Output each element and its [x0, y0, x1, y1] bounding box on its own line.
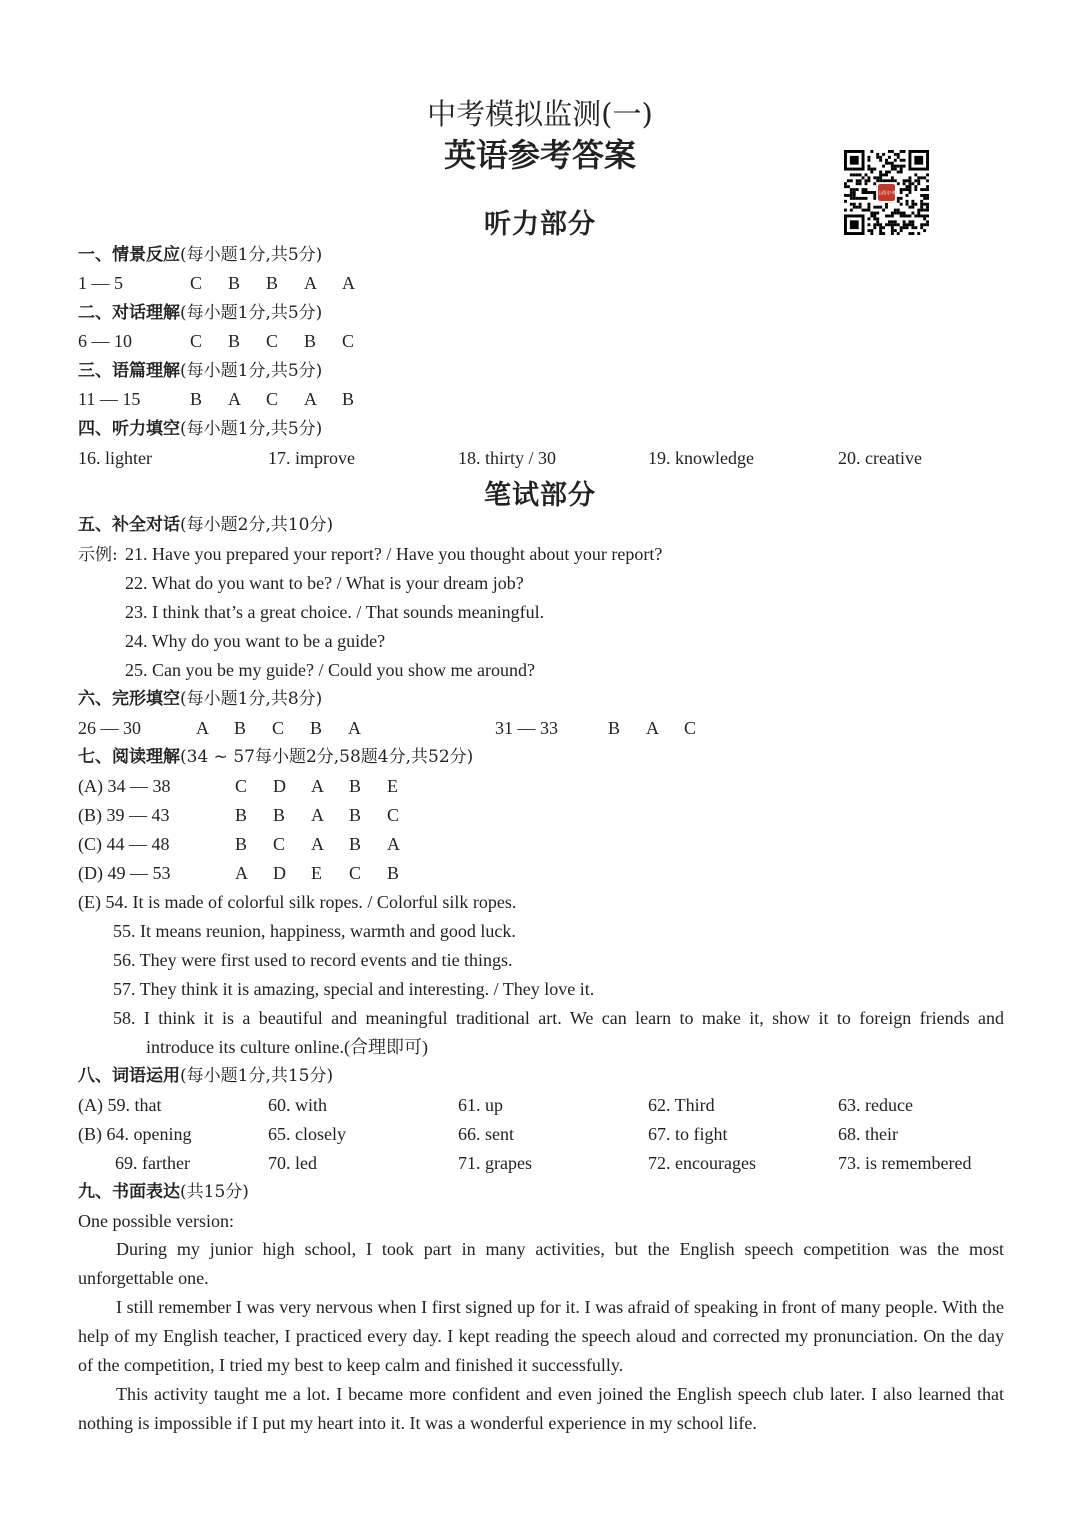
- dialogue-prefix: 示例:: [78, 545, 118, 565]
- section-heading: 八、词语运用(每小题1分,共15分): [78, 1066, 334, 1086]
- part-heading-writing: 笔试部分: [484, 480, 596, 511]
- section-heading: 一、情景反应(每小题1分,共5分): [78, 245, 323, 265]
- word-use-answer: 62. Third: [648, 1095, 715, 1115]
- answer-row: 31 — 33 B A C: [495, 718, 697, 738]
- answer-row: 26 — 30 A B C B A: [78, 718, 361, 738]
- word-use-answer: 70. led: [268, 1153, 317, 1173]
- reading-answer: 55. It means reunion, happiness, warmth and good luck.: [113, 921, 516, 941]
- fill-in-answer: 17. improve: [268, 448, 355, 468]
- dialogue-answer: 24. Why do you want to be a guide?: [125, 631, 386, 651]
- word-use-answer: 69. farther: [115, 1153, 190, 1173]
- answer-row: 11 — 15 B A C A B: [78, 389, 355, 409]
- dialogue-answer: 22. What do you want to be? / What is your dream job?: [125, 573, 524, 593]
- section-heading: 七、阅读理解(34 ~ 57每小题2分,58题4分,共52分): [78, 747, 474, 767]
- reading-answer: 58. I think it is a beautiful and meaningful traditional art. We can learn to make it, show it to foreign friends and: [113, 1008, 1004, 1028]
- dialogue-answer: 23. I think that’s a great choice. / That sounds meaningful.: [125, 602, 545, 622]
- fill-in-answer: 19. knowledge: [648, 448, 754, 468]
- section-heading: 五、补全对话(每小题2分,共10分): [78, 515, 334, 535]
- word-use-answer: 60. with: [268, 1095, 328, 1115]
- word-use-answer: 63. reduce: [838, 1095, 913, 1115]
- word-use-answer: (A) 59. that: [78, 1095, 162, 1115]
- document-subtitle: 英语参考答案: [443, 136, 636, 174]
- word-use-answer: (B) 64. opening: [78, 1124, 192, 1144]
- essay-paragraph: During my junior high school, I took part in many activities, but the English speech competition was the most unforgettable one.: [78, 1239, 1004, 1288]
- section-heading: 九、书面表达(共15分): [78, 1182, 249, 1202]
- section-heading: 四、听力填空(每小题1分,共5分): [78, 419, 323, 439]
- fill-in-answer: 18. thirty / 30: [458, 448, 556, 468]
- dialogue-answer: 25. Can you be my guide? / Could you show me around?: [125, 660, 535, 680]
- answer-row: (B) 39 — 43 B B A B C: [78, 805, 400, 825]
- reading-answer-continued: introduce its culture online.(合理即可): [146, 1037, 428, 1057]
- word-use-answer: 65. closely: [268, 1124, 346, 1144]
- reading-answer: (E) 54. It is made of colorful silk ropes. / Colorful silk ropes.: [78, 892, 517, 912]
- word-use-answer: 61. up: [458, 1095, 503, 1115]
- word-use-answer: 67. to fight: [648, 1124, 728, 1144]
- qr-badge-text: 山西中考: [877, 191, 896, 197]
- section-heading: 六、完形填空(每小题1分,共8分): [78, 689, 323, 709]
- essay-paragraph: This activity taught me a lot. I became more confident and even joined the English speech club later. I also learned that nothing is impossible if I put my heart into it. It was a wonderful experience in my school life.: [78, 1384, 1004, 1433]
- answer-row: 1 — 5 C B B A A: [78, 273, 355, 293]
- word-use-answer: 68. their: [838, 1124, 898, 1144]
- answer-row: 6 — 10 C B C B C: [78, 331, 355, 351]
- dialogue-answer: 21. Have you prepared your report? / Have you thought about your report?: [125, 544, 663, 564]
- word-use-answer: 71. grapes: [458, 1153, 532, 1173]
- answer-row: (C) 44 — 48 B C A B A: [78, 834, 400, 854]
- answer-row: (A) 34 — 38 C D A B E: [78, 776, 398, 796]
- fill-in-answer: 16. lighter: [78, 448, 152, 468]
- section-heading: 二、对话理解(每小题1分,共5分): [78, 303, 323, 323]
- reading-answer: 57. They think it is amazing, special and interesting. / They love it.: [113, 979, 595, 999]
- word-use-answer: 73. is remembered: [838, 1153, 972, 1173]
- fill-in-answer: 20. creative: [838, 448, 922, 468]
- word-use-answer: 66. sent: [458, 1124, 514, 1144]
- reading-answer: 56. They were first used to record events and tie things.: [113, 950, 513, 970]
- part-heading-listening: 听力部分: [484, 209, 596, 240]
- document-title: 中考模拟监测(一): [427, 97, 653, 131]
- answer-row: (D) 49 — 53 A D E C B: [78, 863, 400, 883]
- section-heading: 三、语篇理解(每小题1分,共5分): [78, 361, 323, 381]
- essay-label: One possible version:: [78, 1211, 234, 1231]
- essay-paragraph: I still remember I was very nervous when I first signed up for it. I was afraid of speaking in front of many people. With the help of my English teacher, I practiced every day. I kept reading the speech aloud and corrected my pronunciation. On the day of the competition, I tried my best to keep calm and finished it successfully.: [78, 1297, 1004, 1375]
- word-use-answer: 72. encourages: [648, 1153, 756, 1173]
